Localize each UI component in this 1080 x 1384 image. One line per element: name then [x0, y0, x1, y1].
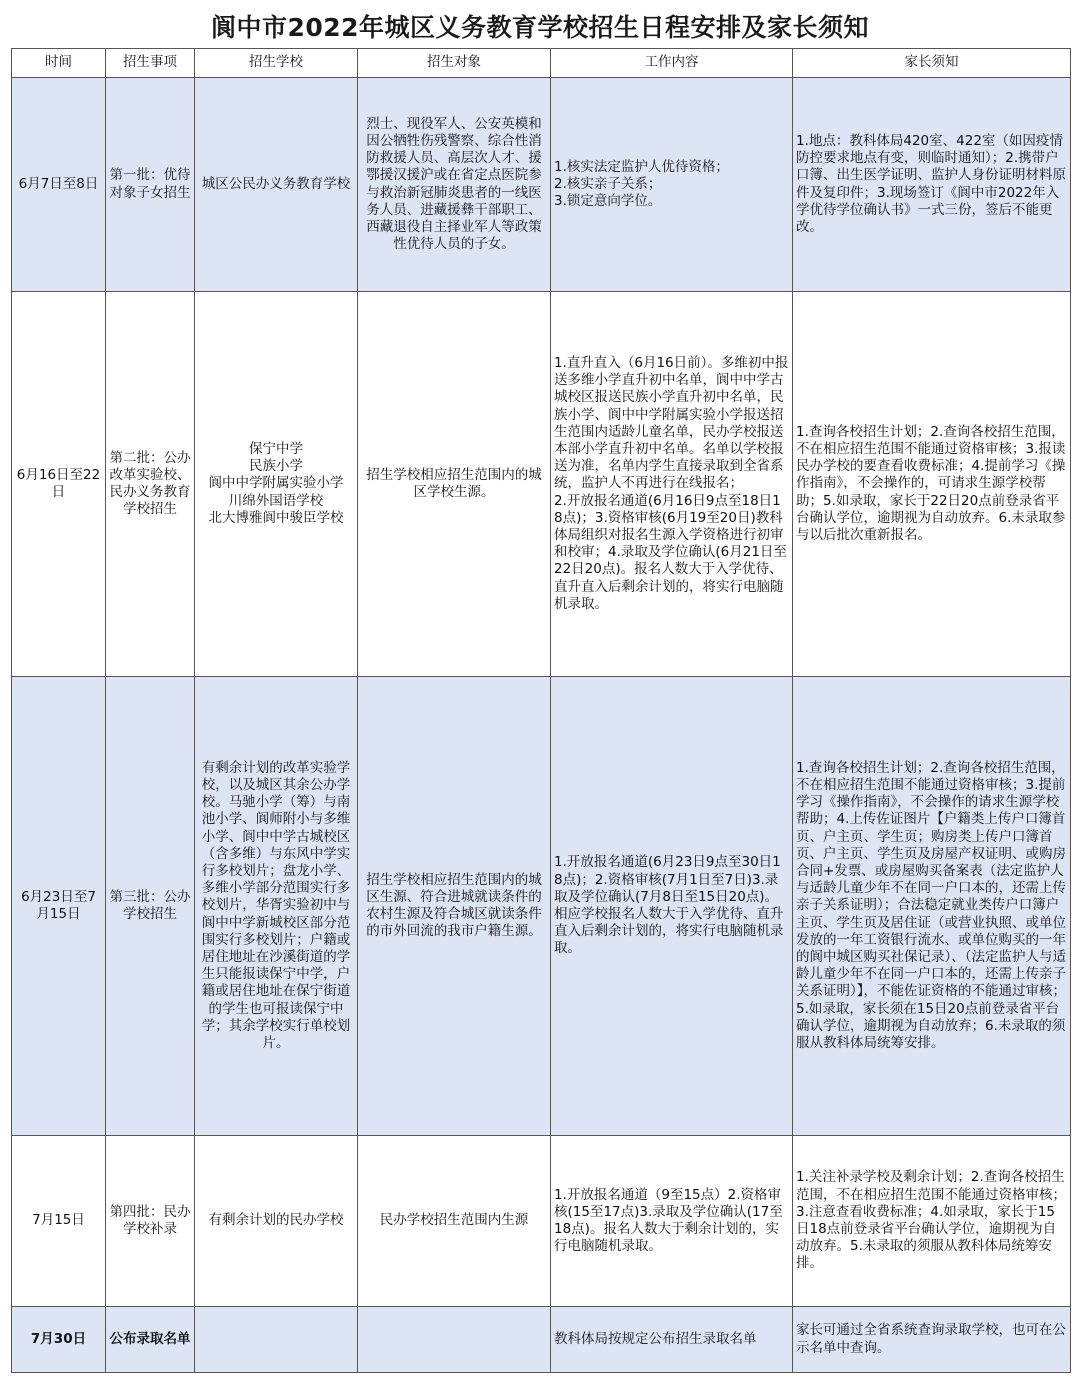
cell-notice: 1.关注补录学校及剩余计划；2.查询各校招生范围，不在相应招生范围不能通过资格审核；3.注意查看收费标准；4.如录取，家长于15日18点前登录省平台确认学位，逾期视为自动放弃。5.未录取的须服从教科体局统筹安排。 [793, 1136, 1071, 1307]
cell-notice: 1.地点：教科体局420室、422室（如因疫情防控要求地点有变，则临时通知）；2.携带户口簿、出生医学证明、监护人身份证明材料原件及复印件；3.现场签订《阆中市2022年入学优待学位确认书》一式三份，签后不能更改。 [793, 78, 1071, 292]
school-name: 阆中中学附属实验小学 [208, 475, 344, 492]
work-line: 2.核实亲子关系； [554, 175, 662, 192]
cell-work [551, 677, 793, 1136]
cell-item: 第四批：民办学校补录 [106, 1136, 195, 1307]
cell-schools: 有剩余计划的改革实验学校，以及城区其余公办学校。马驰小学（筹）与南池小学、阆师附小与多维小学、阆中中学古城校区（含多维）与东风中学实行多校划片；盘龙小学、多维小学部分范围实行多校划片，华胥实验初中与阆中中学新城校区部分范围实行多校划片；户籍或居住地址在沙溪街道的学生只能报读保宁中学，户籍或居住地址在保宁街道的学生也可报读保宁中学；其余学校实行单校划片。 [195, 677, 358, 1136]
cell-targets [358, 1307, 551, 1373]
work-line: 1.直升直入（6月16日前）。多维初中报送多维小学直升初中名单，阆中中学古城校区报送民族小学直升初中名单，民族小学、阆中中学附属实验小学报送招生范围内适龄儿童名单，民办学校报送本部小学直升初中名单。名单以学校报送为准，名单内学生直接录取到全省系统，监护人不再进行在线报名； [554, 354, 789, 492]
cell-item: 第二批：公办改革实验校、民办义务教育学校招生 [106, 292, 195, 677]
cell-time: 6月7日至8日 [12, 78, 106, 292]
cell-notice: 家长可通过全省系统查询录取学校，也可在公示名单中查询。 [793, 1307, 1071, 1373]
table-row [12, 78, 1071, 292]
cell-time: 6月16日至22日 [12, 292, 106, 677]
school-name: 保宁中学 [249, 440, 303, 457]
cell-notice: 1.查询各校招生计划；2.查询各校招生范围，不在相应招生范围不能通过资格审核；3.报读民办学校的要查看收费标准；4.提前学习《操作指南》，不会操作的，可请求生源学校帮助；5.如录取，家长于22日20点前登录省平台确认学位，逾期视为自动放弃。6.未录取参与以后批次重新报名。 [793, 292, 1071, 677]
cell-schools: 城区公民办义务教育学校 [195, 78, 358, 292]
header-schools: 招生学校 [195, 49, 358, 78]
document-title: 阆中市2022年城区义务教育学校招生日程安排及家长须知 [210, 13, 870, 42]
work-line: 1.开放报名通道（9至15点）2.资格审核(15至17点)3.录取及学位确认(17至18点)。报名人数大于剩余计划的，实行电脑随机录取。 [554, 1186, 783, 1255]
cell-schools: 有剩余计划的民办学校 [195, 1136, 358, 1307]
header-item: 招生事项 [106, 49, 195, 78]
cell-notice: 1.查询各校招生计划；2.查询各校招生范围，不在相应招生范围不能通过资格审核；3.提前学习《操作指南》，不会操作的请求生源学校帮助；4.上传佐证图片【户籍类上传户口簿首页、户主页、学生页；购房类上传户口簿首页、户主页、学生页及房屋产权证明、或购房合同+发票、或房屋购买备案表（法定监护人与适龄儿童少年不在同一户口本的，还需上传亲子关系证明）；合法稳定就业类传户口簿户主页、学生页及居住证（或营业执照、或单位发放的一年工资银行流水、或单位购买的一年的阆中城区购买社保记录）、（法定监护人与适龄儿童少年不在同一户口本的，还需上传亲子关系证明）】，不能佐证资格的不能通过审核；5.如录取，家长须在15日20点前登录省平台确认学位，逾期视为自动放弃；6.未录取的须服从教科体局统筹安排。 [793, 677, 1071, 1136]
school-name: 民族小学 [249, 458, 303, 475]
table-row [12, 292, 1071, 677]
cell-work [551, 1307, 793, 1373]
work-line: 教科体局按规定公布招生录取名单 [554, 1330, 757, 1347]
cell-item: 第三批：公办学校招生 [106, 677, 195, 1136]
header-targets: 招生对象 [358, 49, 551, 78]
header-work: 工作内容 [551, 49, 793, 78]
enrollment-schedule-table [11, 48, 1071, 1373]
cell-item: 第一批：优待对象子女招生 [106, 78, 195, 292]
cell-schools [195, 1307, 358, 1373]
work-line: 2.开放报名通道(6月16日9点至18日18点)；3.资格审核(6月19至20日)教科体局组织对报名生源入学资格进行初审和校审；4.录取及学位确认(6月21日至22日20点)。报名人数大于入学优待、直升直入后剩余计划的，将实行电脑随机录取。 [554, 492, 787, 612]
cell-targets: 民办学校招生范围内生源 [358, 1136, 551, 1307]
cell-schools [195, 292, 358, 677]
cell-targets: 招生学校相应招生范围内的城区生源、符合进城就读条件的农村生源及符合城区就读条件的市外回流的我市户籍生源。 [358, 677, 551, 1136]
cell-work [551, 1136, 793, 1307]
cell-work [551, 292, 793, 677]
table-header-row [12, 49, 1071, 78]
school-name: 北大博雅阆中骏臣学校 [208, 509, 344, 526]
table-row [12, 1307, 1071, 1373]
cell-work [551, 78, 793, 292]
cell-time: 7月15日 [12, 1136, 106, 1307]
work-line: 3.锁定意向学位。 [554, 193, 662, 210]
cell-time: 7月30日 [12, 1307, 106, 1373]
table-row [12, 677, 1071, 1136]
cell-targets: 招生学校相应招生范围内的城区学校生源。 [358, 292, 551, 677]
cell-item: 公布录取名单 [106, 1307, 195, 1373]
school-name: 川绵外国语学校 [228, 492, 324, 509]
work-line: 1.核实法定监护人优待资格； [554, 158, 729, 175]
cell-targets: 烈士、现役军人、公安英模和因公牺牲伤残警察、综合性消防救援人员、高层次人才、援鄂援汉援沪或在省定点医院参与救治新冠肺炎患者的一线医务人员、进藏援彝干部职工、西藏退役自主择业军人等政策性优待人员的子女。 [358, 78, 551, 292]
cell-time: 6月23日至7月15日 [12, 677, 106, 1136]
header-time: 时间 [12, 49, 106, 78]
header-notice: 家长须知 [793, 49, 1071, 78]
work-line: 1.开放报名通道(6月23日9点至30日18点)；2.资格审核(7月1日至7日)3.录取及学位确认(7月8日至15日20点)。相应学校报名人数大于入学优待、直升直入后剩余计划的，将实行电脑随机录取。 [554, 854, 784, 957]
table-row [12, 1136, 1071, 1307]
